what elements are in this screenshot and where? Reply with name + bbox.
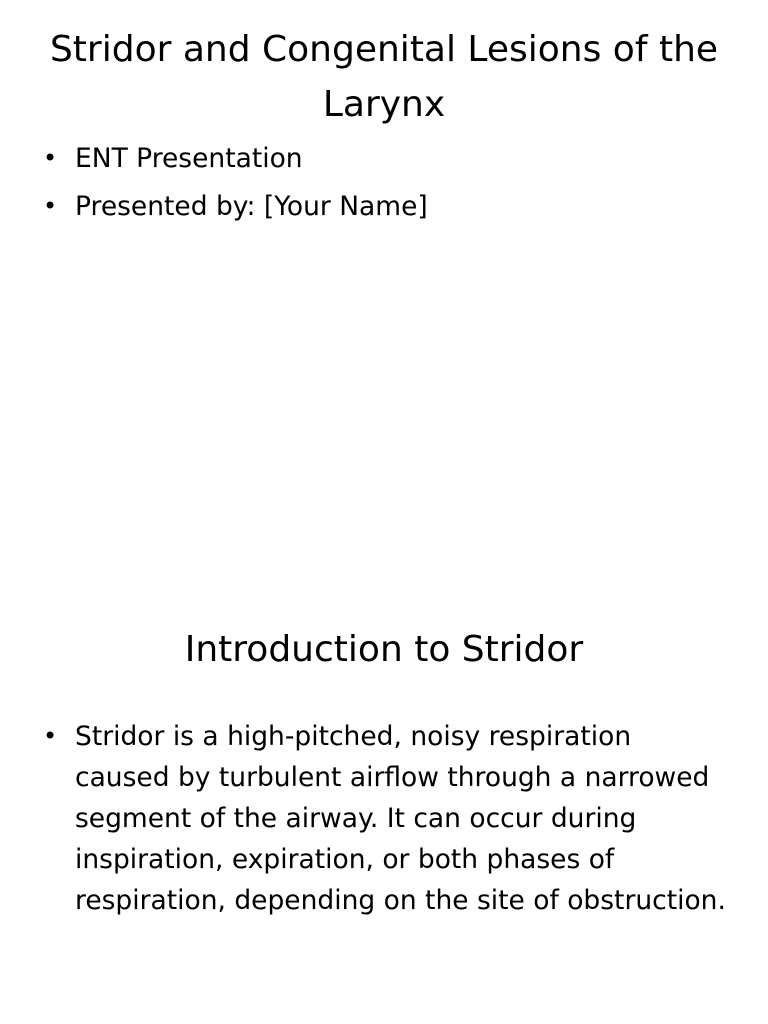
bullet-dot-icon: • xyxy=(43,722,58,750)
bullet-dot-icon: • xyxy=(43,144,58,172)
slide-2 xyxy=(0,576,768,1024)
bullet-list xyxy=(38,138,730,234)
bullet-item xyxy=(38,138,730,179)
bullet-item xyxy=(38,186,730,227)
slide-title: Stridor and Congenital Lesions of the Larynx xyxy=(49,29,719,125)
bullet-list xyxy=(38,716,730,921)
bullet-text: Presented by: [Your Name] xyxy=(75,191,428,222)
bullet-item xyxy=(38,716,730,921)
slide-title: Introduction to Stridor xyxy=(184,629,584,670)
bullet-text: Stridor is a high-pitched, noisy respiration caused by turbulent airflow through a narrowed segment of the airway. It can occur during inspiration, expiration, or both phases of respiration, depending on the site of obstruction. xyxy=(75,721,726,916)
bullet-text: ENT Presentation xyxy=(75,143,303,174)
bullet-dot-icon: • xyxy=(43,192,58,220)
